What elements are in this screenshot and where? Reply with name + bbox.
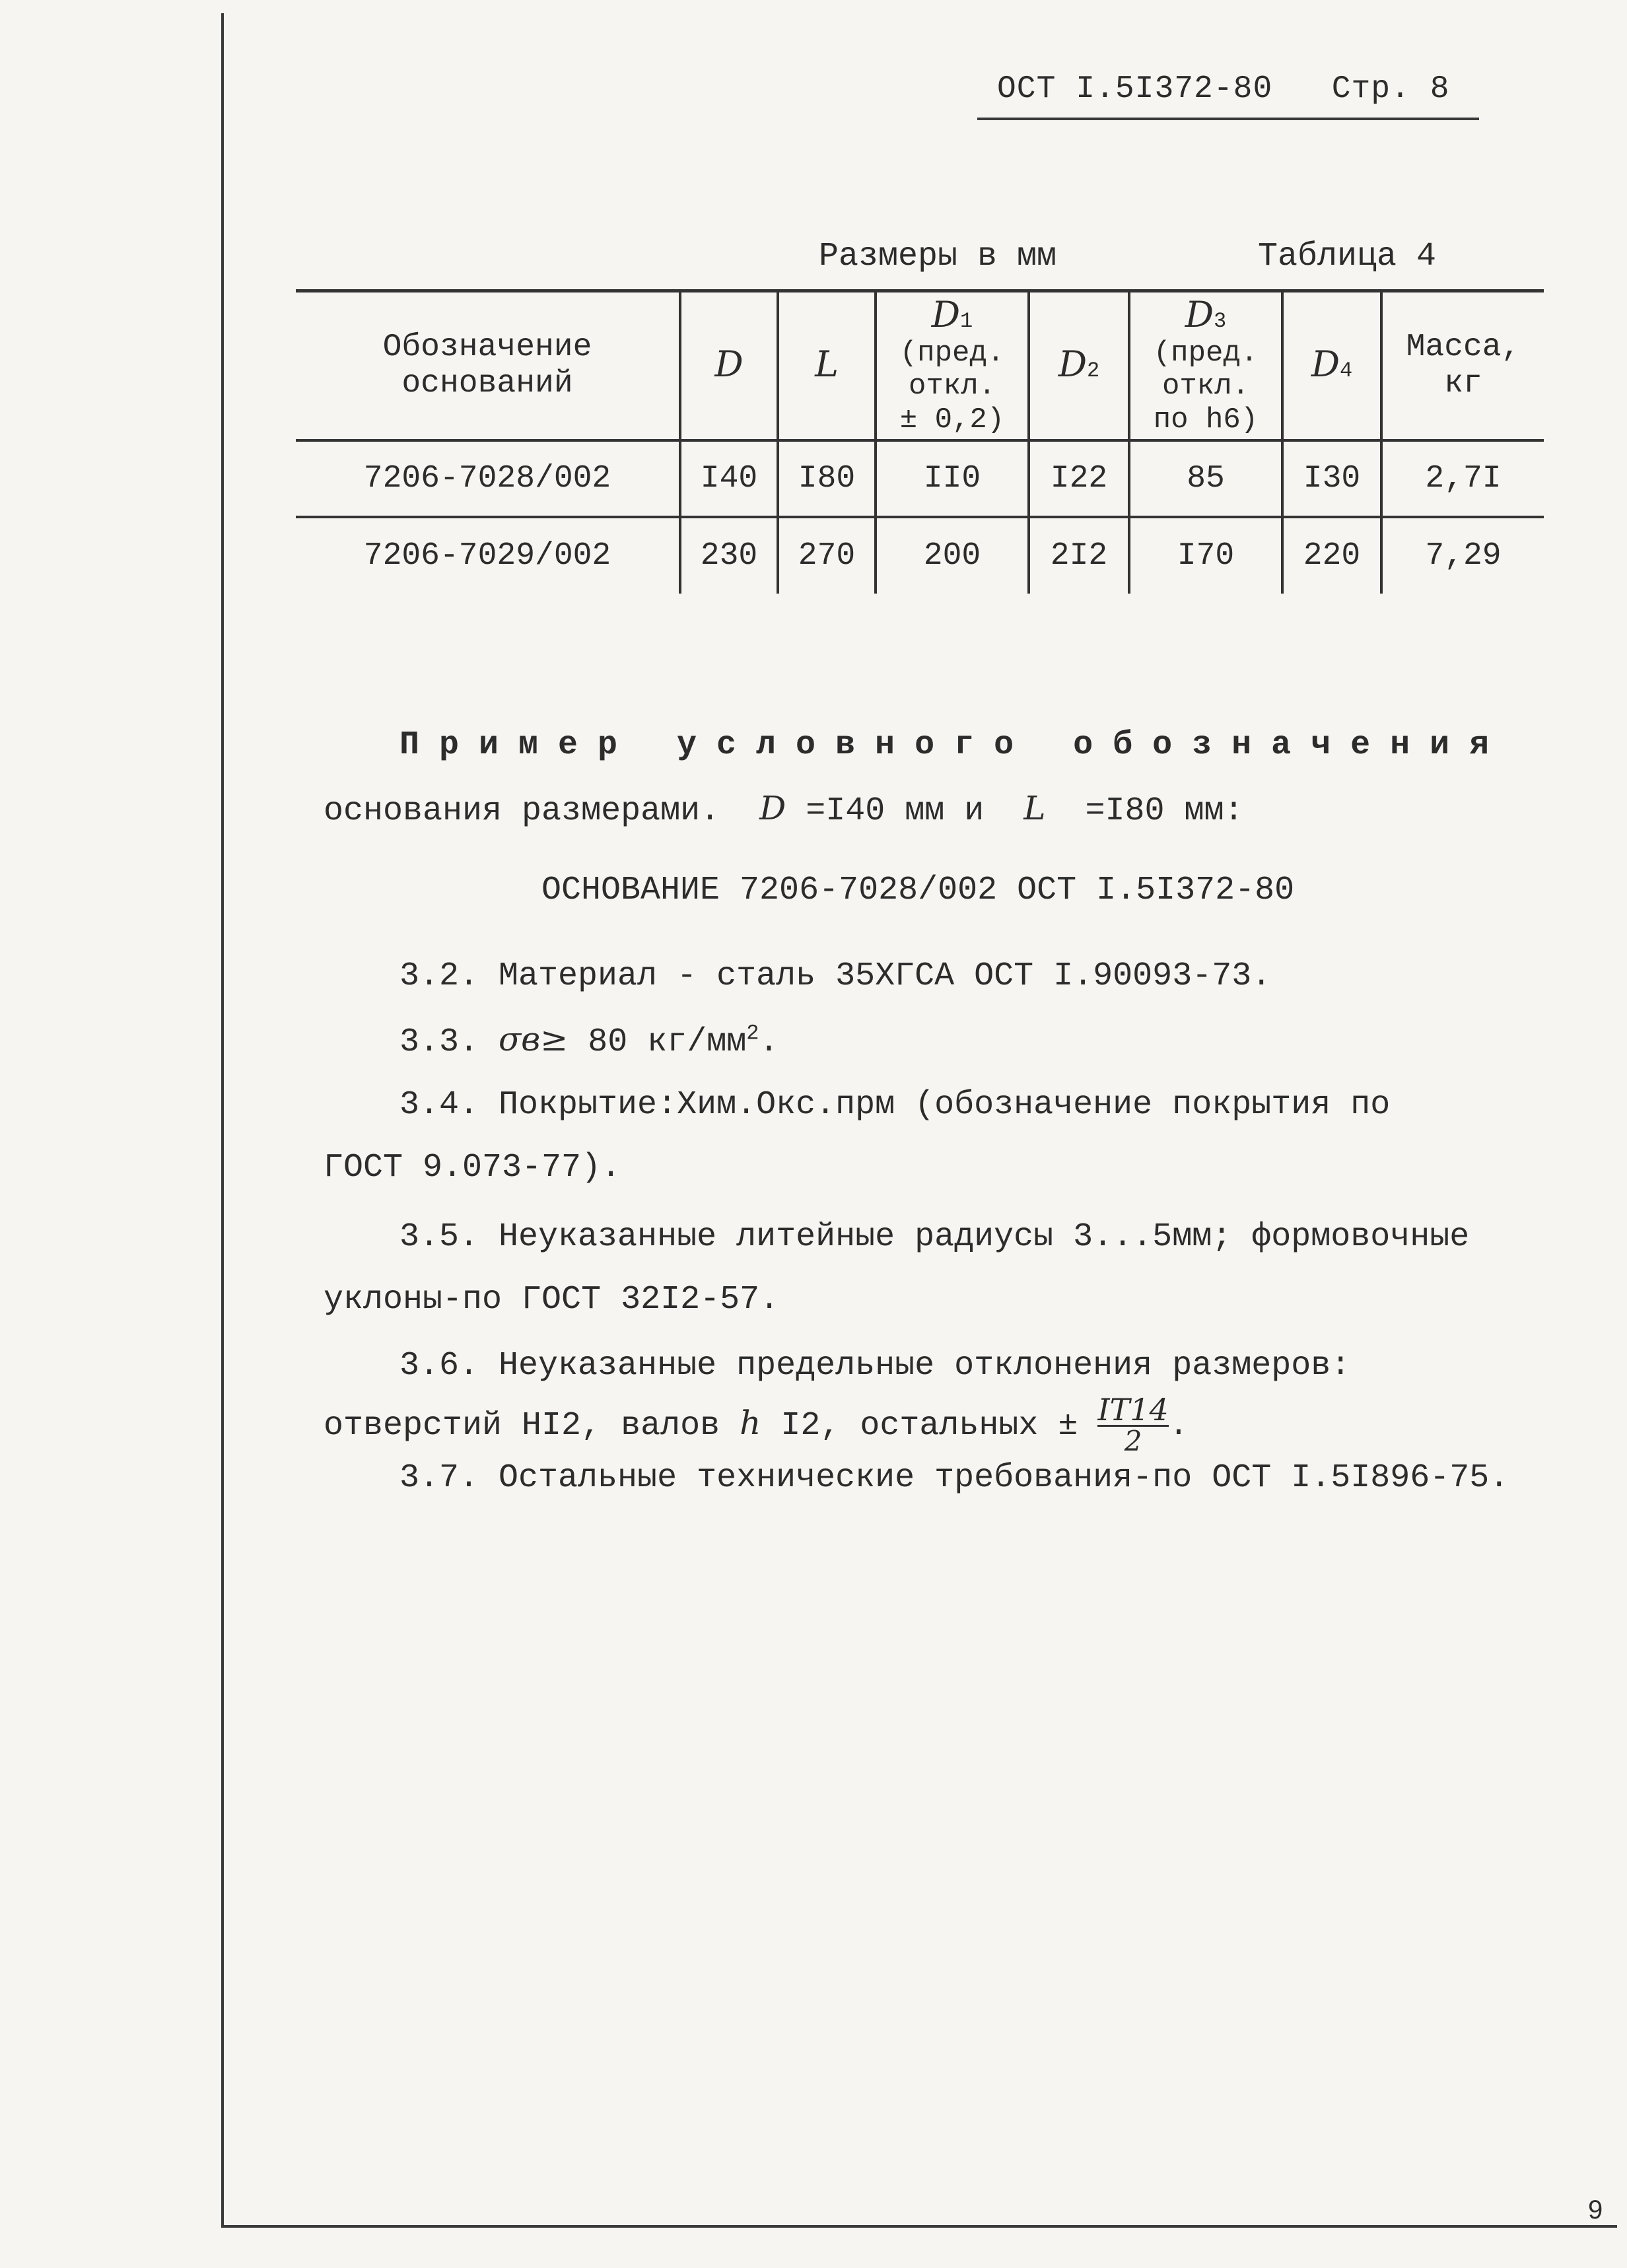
clause-3-4-line1: 3.4. Покрытие:Хим.Окс.прм (обозначение покрытия по <box>399 1086 1391 1124</box>
clause-3-5-line2: уклоны-по ГОСТ 32I2-57. <box>324 1281 780 1319</box>
cell-L: 270 <box>778 517 876 594</box>
header-underline <box>977 118 1479 120</box>
clause-3-2: 3.2. Материал - сталь 35ХГСА ОСТ I.90093-73. <box>399 957 1272 995</box>
document-header <box>997 71 1450 107</box>
cell-D1: 200 <box>876 517 1029 594</box>
cell-D4: 220 <box>1282 517 1381 594</box>
cell-mass: 2,7I <box>1381 440 1544 517</box>
table-row <box>296 440 1544 517</box>
clause-3-6-line2: отверстий HI2, валов h I2, остальных ± $\frac{IT14}{2}$ . <box>324 1392 1189 1457</box>
header-D1: D1 (пред. откл. ± 0,2) <box>876 291 1029 440</box>
cell-D2: I22 <box>1029 440 1129 517</box>
cell-D1: II0 <box>876 440 1029 517</box>
cell-D3: I70 <box>1129 517 1282 594</box>
cell-D: 230 <box>680 517 778 594</box>
clause-3-5-line1: 3.5. Неуказанные литейные радиусы 3...5мм; формовочные <box>399 1218 1470 1256</box>
page-label: Стр. 8 <box>1331 71 1450 107</box>
example-heading: Пример условного обозначения <box>399 726 1509 764</box>
clause-3-7: 3.7. Остальные технические требования-по ОСТ I.5I896-75. <box>399 1459 1509 1497</box>
dimensions-table <box>296 289 1544 594</box>
page-number: 9 <box>1588 2195 1603 2224</box>
table-label: Таблица 4 <box>1258 238 1437 275</box>
cell-D: I40 <box>680 440 778 517</box>
clause-3-6-line1: 3.6. Неуказанные предельные отклонения размеров: <box>399 1347 1351 1385</box>
header-D3: D3 (пред. откл. по h6) <box>1129 291 1282 440</box>
doc-ref: ОСТ I.5I372-80 <box>997 71 1273 107</box>
cell-mass: 7,29 <box>1381 517 1544 594</box>
example-line: основания размерами. D =I40 мм и L =I80 мм: <box>324 789 1244 830</box>
header-designation: Обозначение оснований <box>382 329 592 401</box>
cell-D2: 2I2 <box>1029 517 1129 594</box>
clause-3-4-line2: ГОСТ 9.073-77). <box>324 1149 621 1186</box>
table-units: Размеры в мм <box>819 238 1057 275</box>
table-header-row <box>296 291 1544 440</box>
clause-3-3: 3.3. σв≥ 80 $кг/мм^2$. <box>399 1020 779 1061</box>
header-D: D <box>680 291 778 440</box>
example-designation: ОСНОВАНИЕ 7206-7028/002 ОСТ I.5I372-80 <box>541 872 1295 909</box>
cell-L: I80 <box>778 440 876 517</box>
header-D2: D2 <box>1029 291 1129 440</box>
table-row <box>296 517 1544 594</box>
tolerance-fraction: $\frac{IT14}{2}$ <box>1097 1392 1169 1457</box>
cell-D3: 85 <box>1129 440 1282 517</box>
cell-designation: 7206-7029/002 <box>363 537 611 574</box>
header-D4: D4 <box>1282 291 1381 440</box>
cell-D4: I30 <box>1282 440 1381 517</box>
header-mass: Масса, кг <box>1381 291 1544 440</box>
cell-designation: 7206-7028/002 <box>363 460 611 497</box>
header-L: L <box>778 291 876 440</box>
